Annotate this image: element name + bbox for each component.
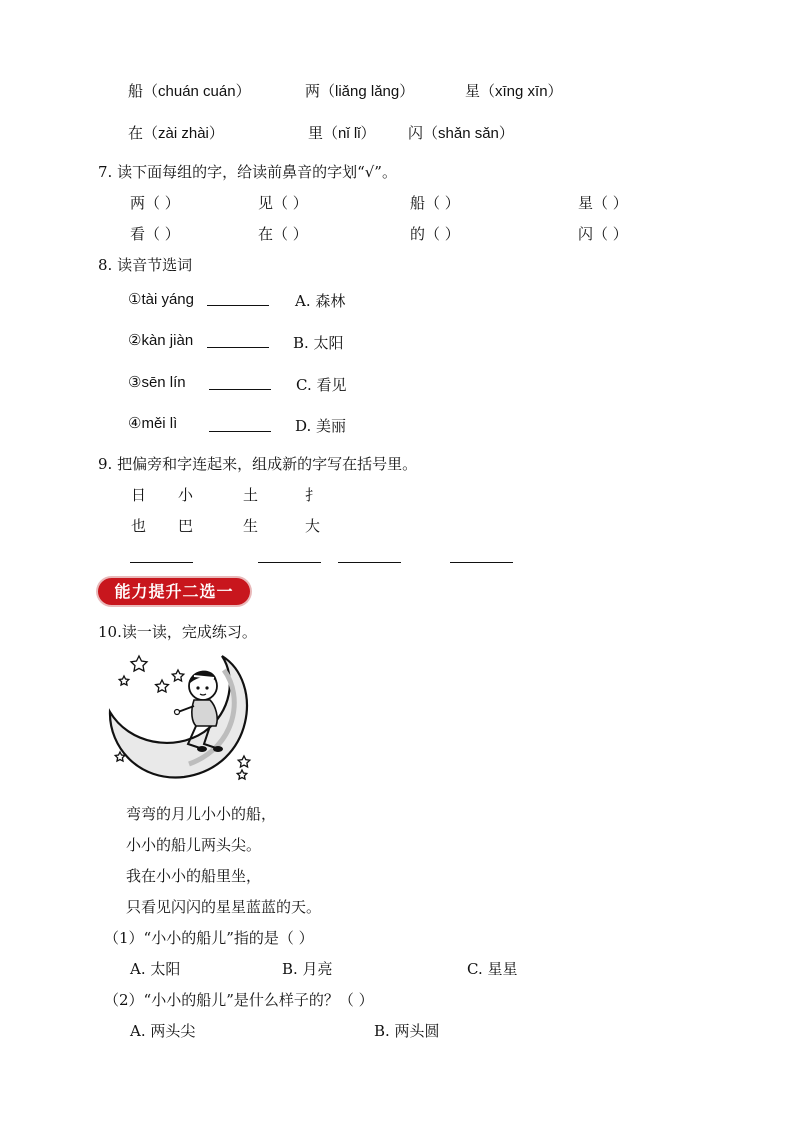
answer-blank[interactable] — [209, 389, 271, 390]
answer-blank[interactable] — [207, 347, 269, 348]
choice-option: A. 两头尖 — [130, 1022, 196, 1040]
answer-blank[interactable] — [207, 305, 269, 306]
q7-item: 见（ ） — [258, 194, 308, 212]
q6-item: 在（zài zhài） — [128, 124, 224, 142]
q7-title: 7. 读下面每组的字，给读前鼻音的字划“√”。 — [98, 163, 397, 181]
q6-item: 船（chuán cuán） — [128, 82, 251, 100]
choice-option: B. 两头圆 — [374, 1022, 440, 1040]
poem-line: 我在小小的船里坐， — [126, 867, 262, 885]
choice-option: C. 星星 — [467, 960, 518, 978]
q7-item: 看（ ） — [130, 225, 180, 243]
moon-girl-icon — [104, 652, 260, 784]
q6-item: 里（nǐ lǐ） — [308, 124, 376, 142]
q7-item: 的（ ） — [410, 225, 460, 243]
q8-option: A. 森林 — [295, 292, 346, 310]
radical: 日 — [131, 486, 147, 504]
q8-pinyin: tài yáng — [141, 291, 194, 308]
q7-item: 星（ ） — [578, 194, 628, 212]
answer-blank[interactable] — [258, 562, 321, 563]
q8-number: ④ — [128, 414, 142, 432]
q8-pinyin: měi lì — [141, 415, 178, 432]
q6-item: 闪（shǎn sǎn） — [408, 124, 514, 142]
q6-item: 星（xīng xīn） — [465, 82, 563, 100]
q8-option: B. 太阳 — [293, 334, 344, 352]
choice-option: B. 月亮 — [282, 960, 333, 978]
answer-blank[interactable] — [338, 562, 401, 563]
radical: 小 — [178, 486, 194, 504]
poem-line: 只看见闪闪的星星蓝蓝的天。 — [126, 898, 322, 916]
answer-blank[interactable] — [130, 562, 193, 563]
q8-title: 8. 读音节选词 — [98, 256, 193, 274]
q6-item: 两（liǎng lǎng） — [305, 82, 415, 100]
q7-item: 闪（ ） — [578, 225, 628, 243]
q9-title: 9. 把偏旁和字连起来，组成新的字写在括号里。 — [98, 455, 418, 473]
q7-item: 船（ ） — [410, 194, 460, 212]
choice-option: A. 太阳 — [130, 960, 181, 978]
q7-item: 两（ ） — [130, 194, 180, 212]
radical: 土 — [243, 486, 259, 504]
radical: 扌 — [305, 486, 321, 504]
moon-girl-illustration — [104, 652, 260, 784]
answer-blank[interactable] — [450, 562, 513, 563]
q8-number: ③ — [128, 373, 142, 391]
q8-option: C. 看见 — [296, 376, 347, 394]
q10-sub2-question: （2）“小小的船儿”是什么样子的？（ ） — [104, 991, 374, 1009]
answer-blank[interactable] — [209, 431, 271, 432]
character: 巴 — [178, 517, 194, 535]
q8-pinyin: kàn jiàn — [141, 332, 194, 349]
poem-line: 弯弯的月儿小小的船， — [126, 805, 277, 823]
q8-option: D. 美丽 — [295, 417, 347, 435]
character: 大 — [305, 517, 321, 535]
q8-number: ② — [128, 331, 142, 349]
character: 生 — [243, 517, 259, 535]
q10-title: 10.读一读，完成练习。 — [98, 623, 257, 641]
q7-item: 在（ ） — [258, 225, 308, 243]
poem-line: 小小的船儿两头尖。 — [126, 836, 262, 854]
q8-pinyin: sēn lín — [141, 374, 186, 391]
q10-sub1-question: （1）“小小的船儿”指的是（ ） — [104, 929, 314, 947]
character: 也 — [131, 517, 147, 535]
q8-number: ① — [128, 290, 142, 308]
section-badge: 能力提升二选一 — [98, 578, 250, 605]
